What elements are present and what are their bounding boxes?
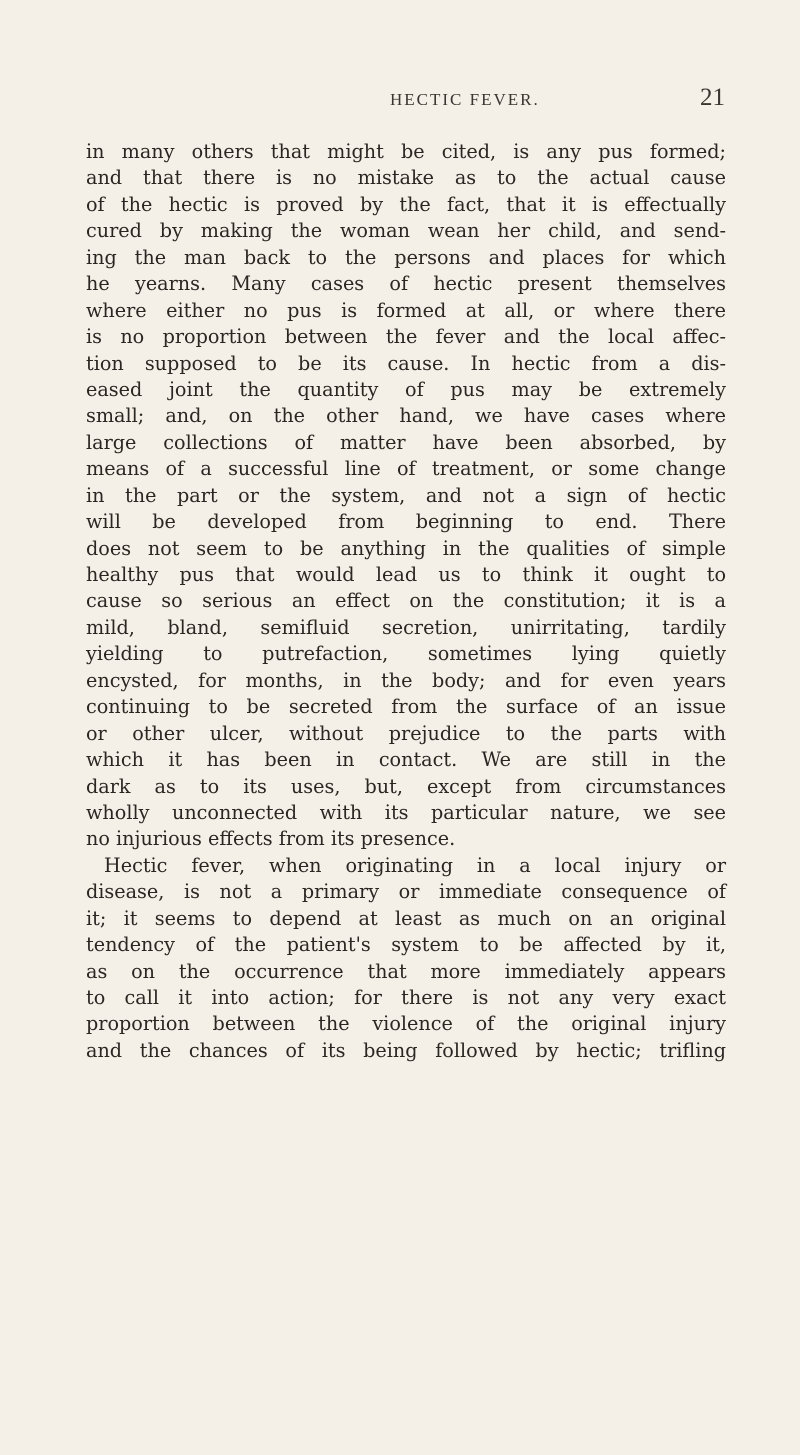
text-line: as on the occurrence that more immediately appears — [86, 959, 726, 983]
text-line: mild, bland, semifluid secretion, unirritating, tardily — [86, 615, 726, 639]
text-line: eased joint the quantity of pus may be extremely — [86, 377, 726, 401]
text-line: will be developed from beginning to end. There — [86, 510, 726, 534]
text-line: tion supposed to be its cause. In hectic from a dis- — [86, 351, 726, 375]
text-line: ing the man back to the persons and places for which — [86, 245, 726, 269]
text-line: in the part or the system, and not a sign of hectic — [86, 483, 726, 507]
text-line: which it has been in contact. We are still in the — [86, 748, 726, 772]
text-line: or other ulcer, without prejudice to the parts with — [86, 721, 726, 745]
text-line: large collections of matter have been absorbed, by — [86, 430, 726, 454]
text-line: to call it into action; for there is not any very exact — [86, 986, 726, 1009]
text-line: and the chances of its being followed by hectic; trifling — [86, 1038, 726, 1062]
text-line: proportion between the violence of the original injury — [86, 1012, 726, 1036]
text-line: does not seem to be anything in the qualities of simple — [86, 536, 726, 560]
text-line: cause so serious an effect on the constitution; it is a — [86, 589, 726, 613]
text-line-paragraph-start: Hectic fever, when originating in a local injury or — [104, 853, 726, 877]
text-line-paragraph-end: no injurious effects from its presence. — [86, 827, 456, 851]
body-text — [86, 139, 726, 1064]
running-head — [0, 84, 800, 118]
text-line: in many others that might be cited, is any pus formed; — [86, 140, 726, 163]
text-line: he yearns. Many cases of hectic present themselves — [86, 272, 726, 296]
text-line: of the hectic is proved by the fact, that it is effectually — [86, 192, 726, 216]
running-title: HECTIC FEVER. — [390, 90, 540, 109]
text-line: and that there is no mistake as to the actual cause — [86, 166, 726, 190]
text-line: where either no pus is formed at all, or where there — [86, 298, 726, 322]
page-number: 21 — [700, 84, 725, 111]
text-line: tendency of the patient's system to be affected by it, — [86, 933, 726, 957]
text-line: disease, is not a primary or immediate consequence of — [86, 880, 726, 904]
text-line: cured by making the woman wean her child, and send- — [86, 219, 726, 243]
text-line: encysted, for months, in the body; and for even years — [86, 668, 726, 692]
text-line: small; and, on the other hand, we have cases where — [86, 404, 726, 428]
text-line: it; it seems to depend at least as much on an original — [86, 906, 726, 930]
text-line: continuing to be secreted from the surface of an issue — [86, 695, 726, 719]
text-line: dark as to its uses, but, except from circumstances — [86, 774, 726, 798]
text-line: is no proportion between the fever and the local affec- — [86, 325, 726, 349]
text-line: wholly unconnected with its particular nature, we see — [86, 800, 726, 824]
text-line: healthy pus that would lead us to think it ought to — [86, 563, 726, 586]
text-line: means of a successful line of treatment, or some change — [86, 457, 726, 481]
text-line: yielding to putrefaction, sometimes lying quietly — [86, 642, 726, 666]
